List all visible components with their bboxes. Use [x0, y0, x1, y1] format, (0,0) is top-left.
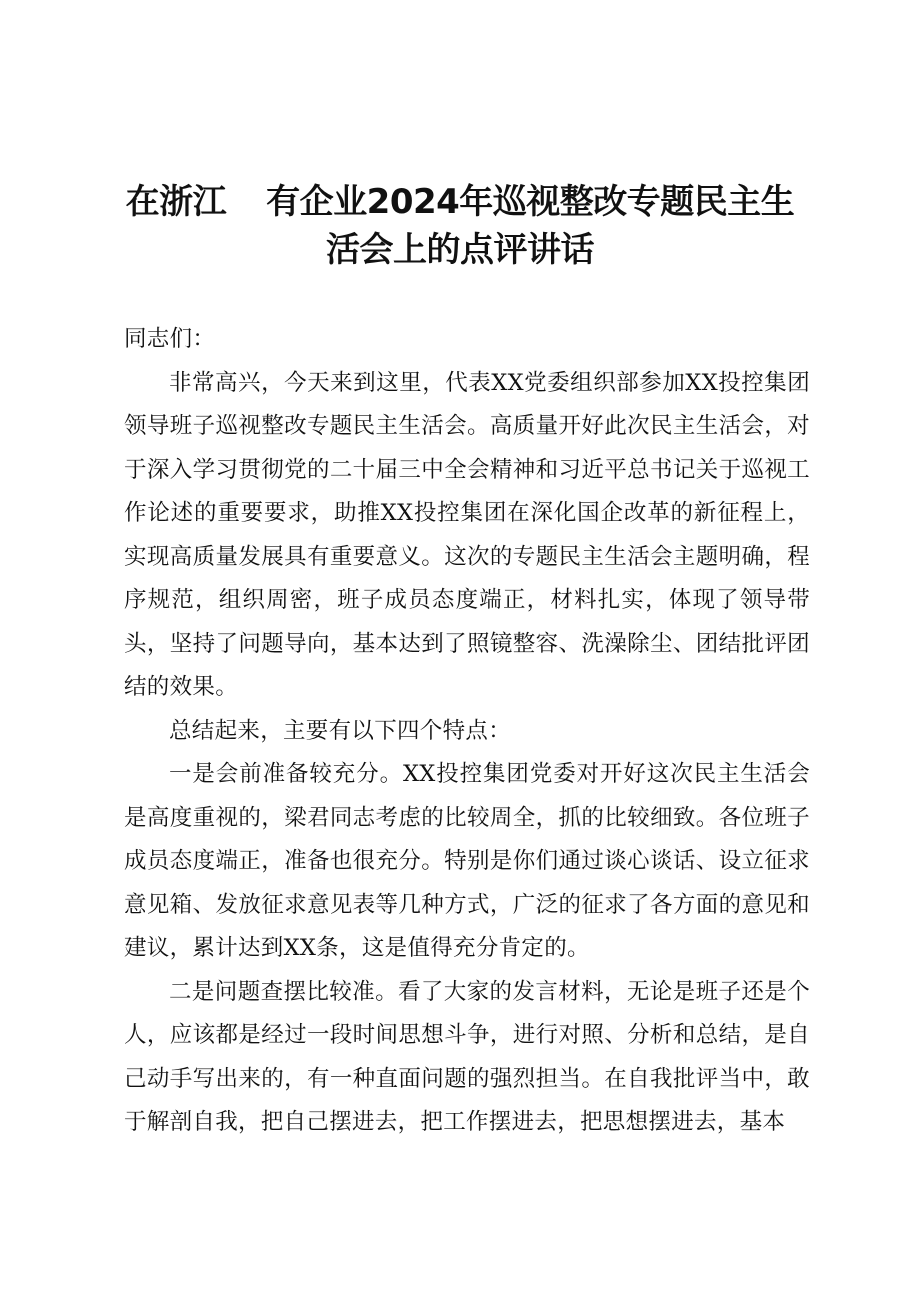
title-line-1	[100, 178, 820, 226]
paragraph-summary: 总结起来，主要有以下四个特点：	[169, 717, 512, 744]
paragraph-point-two: 二是问题查摆比较准。看了大家的发言材料，无论是班子还是个人，应该都是经过一段时间思想斗争，进行对照、分析和总结，是自己动手写出来的，有一种直面问题的强烈担当。在自我批评当中，敢于解剖自我，把自己摆进去，把工作摆进去，把思想摆进去，基本	[124, 978, 810, 1135]
document-body	[124, 318, 810, 1145]
salutation: 同志们：	[124, 326, 216, 352]
title-line-1-part-1: 在浙江	[125, 182, 227, 222]
title-line-2: 活会上的点评讲话	[326, 230, 594, 270]
document-title	[100, 178, 820, 274]
title-line-1-part-2: 有企业2024年巡视整改专题民主生	[266, 182, 795, 222]
paragraph-point-one: 一是会前准备较充分。XX投控集团党委对开好这次民主生活会是高度重视的，梁君同志考虑的比较周全，抓的比较细致。各位班子成员态度端正，准备也很充分。特别是你们通过谈心谈话、设立征求意见箱、发放征求意见表等几种方式，广泛的征求了各方面的意见和建议，累计达到XX条，这是值得充分肯定的。	[124, 761, 810, 961]
paragraph-intro: 非常高兴，今天来到这里，代表XX党委组织部参加XX投控集团领导班子巡视整改专题民主生活会。高质量开好此次民主生活会，对于深入学习贯彻党的二十届三中全会精神和习近平总书记关于巡视工作论述的重要要求，助推XX投控集团在深化国企改革的新征程上，实现高质量发展具有重要意义。这次的专题民主生活会主题明确，程序规范，组织周密，班子成员态度端正，材料扎实，体现了领导带头，坚持了问题导向，基本达到了照镜整容、洗澡除尘、团结批评团结的效果。	[124, 369, 810, 700]
